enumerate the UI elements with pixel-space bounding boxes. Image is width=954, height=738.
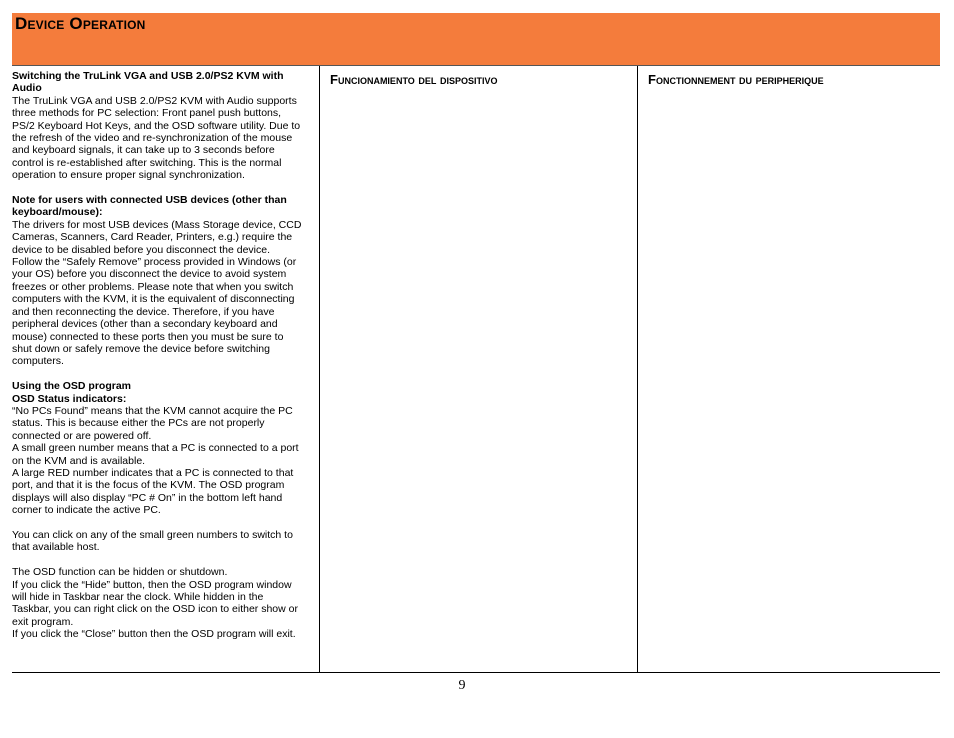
section-body-line: control is re-established after switching. This is the normal (12, 156, 282, 169)
section-body-line: the refresh of the video and re-synchronization of the mouse (12, 132, 293, 145)
section-body-line: The drivers for most USB devices (Mass Storage device, CCD (12, 218, 302, 231)
section-body-line: and then reconnecting the device. Therefore, if you have (12, 305, 275, 318)
spanish-column (319, 66, 637, 672)
english-section (12, 529, 318, 554)
english-column-body (12, 66, 318, 641)
page-title: Device Operation (15, 14, 146, 33)
section-body-line: PS/2 Keyboard Hot Keys, and the OSD software utility. Due to (12, 119, 301, 132)
section-body-line: computers with the KVM, it is the equivalent of disconnecting (12, 293, 295, 306)
french-column-heading: Fonctionnement du peripherique (648, 72, 824, 87)
section-body-line: status. This is because either the PCs are not properly (12, 417, 265, 430)
english-section (12, 566, 318, 640)
section-body-line: three methods for PC selection: Front panel push buttons, (12, 107, 282, 120)
section-body-line: A small green number means that a PC is connected to a port (12, 442, 299, 455)
french-column (637, 66, 941, 672)
section-body-line: A large RED number indicates that a PC is connected to that (12, 466, 294, 479)
section-body-line: corner to indicate the active PC. (12, 504, 161, 517)
section-heading-line: Using the OSD program (12, 380, 132, 393)
english-column (12, 66, 318, 672)
section-body-line: Cameras, Scanners, Card Reader, Printers, e.g.) require the (12, 231, 293, 244)
section-body-line: connected or are powered off. (12, 429, 152, 442)
section-body-line: You can click on any of the small green numbers to switch to (12, 528, 293, 541)
footer-divider (12, 672, 940, 673)
section-heading-line: keyboard/mouse): (12, 206, 103, 219)
section-body-line: peripheral devices (other than a secondary keyboard and (12, 318, 278, 331)
english-section (12, 194, 318, 368)
section-body-line: operation to ensure proper signal synchronization. (12, 169, 245, 182)
section-body-line: port, and that it is the focus of the KVM. The OSD program (12, 479, 285, 492)
section-body-line: on the KVM and is available. (12, 454, 146, 467)
section-body-line: device to be disabled before you disconnect the device. (12, 243, 271, 256)
section-body-line: shut down or safely remove the device before switching (12, 342, 270, 355)
section-body-line: exit program. (12, 615, 74, 628)
english-section (12, 380, 318, 516)
page-header-bar (12, 13, 940, 66)
section-body-line: If you click the “Close” button then the OSD program will exit. (12, 628, 296, 641)
section-heading-line: Switching the TruLink VGA and USB 2.0/PS2 KVM with (12, 70, 284, 82)
section-body-line: mouse) connected to these ports then you must be sure to (12, 330, 284, 343)
page-number: 9 (458, 678, 466, 693)
section-heading-line: Note for users with connected USB devices (other than (12, 194, 287, 207)
section-body-line: displays will also display “PC # On” in the bottom left hand (12, 491, 283, 504)
section-body-line: Follow the “Safely Remove” process provided in Windows (or (12, 256, 297, 269)
section-body-line: “No PCs Found” means that the KVM cannot acquire the PC (12, 404, 293, 417)
section-body-line: will hide in Taskbar near the clock. While hidden in the (12, 591, 264, 603)
spanish-column-heading: Funcionamiento del dispositivo (330, 72, 498, 87)
section-body-line: Taskbar, you can right click on the OSD icon to either show or (12, 603, 298, 616)
section-body-line: The TruLink VGA and USB 2.0/PS2 KVM with Audio supports (12, 94, 297, 107)
section-body-line: The OSD function can be hidden or shutdown. (12, 566, 228, 579)
section-body-line: and keyboard signals, it can take up to 3 seconds before (12, 144, 275, 157)
section-body-line: that available host. (12, 541, 100, 554)
section-heading-line: OSD Status indicators: (12, 392, 127, 405)
section-body-line: If you click the “Hide” button, then the OSD program window (12, 578, 292, 591)
section-body-line: your OS) before you disconnect the device to avoid system (12, 268, 287, 281)
section-heading-line: Audio (12, 82, 42, 95)
section-body-line: computers. (12, 355, 64, 368)
english-section (12, 70, 318, 182)
section-body-line: freezes or other problems. Please note that when you switch (12, 280, 294, 293)
